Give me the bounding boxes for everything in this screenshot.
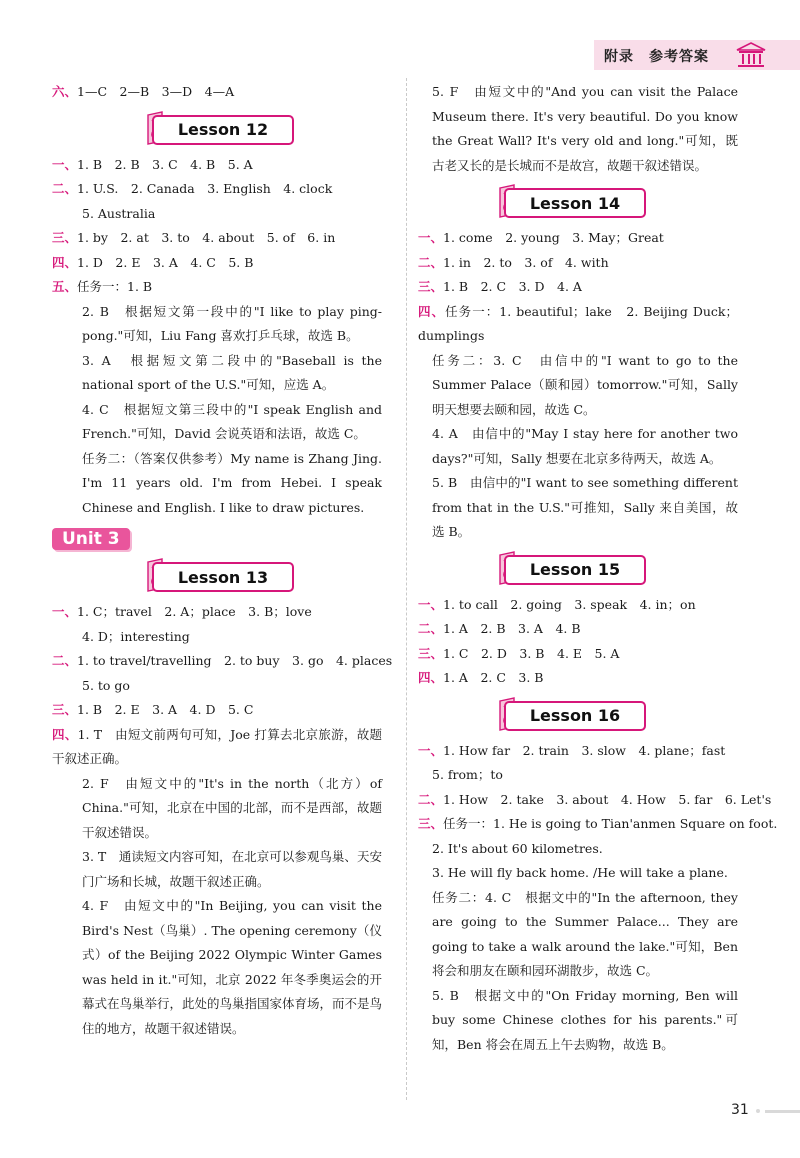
lesson-16-heading xyxy=(418,691,738,739)
answer-line: 一、1. How far 2. train 3. slow 4. plane；fast xyxy=(418,742,726,758)
page-number-dot xyxy=(756,1109,760,1113)
page-number: 31 xyxy=(731,1102,749,1118)
answer-line: 2. It's about 60 kilometres. xyxy=(432,840,603,856)
explanation-paragraph: 四、1. T 由短文前两句可知，Joe 打算去北京旅游，故题干叙述正确。 xyxy=(52,726,382,766)
column-divider xyxy=(406,78,407,1100)
explanation-paragraph: 3. T 通读短文内容可知，在北京可以参观鸟巢、天安门广场和长城，故题干叙述正确。 xyxy=(82,849,382,889)
answer-line: 二、1. How 2. take 3. about 4. How 5. far 6. Let's xyxy=(418,791,772,807)
page-number-rule xyxy=(765,1110,800,1113)
answer-line: 5. to go xyxy=(82,677,130,693)
explanation-paragraph: 4. A 由信中的"May I stay here for another two days?"可知，Sally 想要在北京多待两天，故选 A。 xyxy=(432,426,738,466)
unit-badge: Unit 3 xyxy=(52,528,130,550)
explanation-paragraph: 2. B 根据短文第一段中的"I like to play ping-pong."可知，Liu Fang 喜欢打乒乓球，故选 B。 xyxy=(82,303,382,343)
left-column xyxy=(52,80,393,1041)
explanation-paragraph: 任务二：3. C 由信中的"I want to go to the Summer Palace（颐和园）tomorrow."可知，Sally 明天想要去颐和园，故选 C。 xyxy=(432,352,738,417)
answer-line: 三、1. B 2. E 3. A 4. D 5. C xyxy=(52,702,254,717)
answer-line: 三、1. by 2. at 3. to 4. about 5. of 6. in xyxy=(52,230,336,245)
answer-line: 三、1. B 2. C 3. D 4. A xyxy=(418,279,582,294)
lesson-title: Lesson 12 xyxy=(152,115,294,145)
answer-line: 二、1. U.S. 2. Canada 3. English 4. clock xyxy=(52,181,333,196)
answer-line: 4. D；interesting xyxy=(82,628,190,644)
lesson-title: Lesson 15 xyxy=(504,555,646,585)
lesson-15-heading xyxy=(418,545,738,593)
explanation-paragraph: 2. F 由短文中的"It's in the north（北方）of China."可知，北京在中国的北部，而不是西部，故题干叙述错误。 xyxy=(82,775,382,840)
lesson-14-heading xyxy=(418,178,738,226)
answer-line: 一、1. to call 2. going 3. speak 4. in；on xyxy=(418,596,696,612)
lesson-12-heading xyxy=(52,105,382,153)
classical-building-icon xyxy=(735,41,767,69)
lesson-13-heading xyxy=(52,556,382,600)
explanation-paragraph: 任务二：4. C 根据文中的"In the afternoon, they are going to the Summer Palace... They are going to take a walk around the lake."可知，Ben 将会和朋友在颐和园环湖散步，故选 C。 xyxy=(432,889,738,978)
answer-line: 3. He will fly back home. /He will take a plane. xyxy=(432,865,728,880)
answer-line: 三、1. C 2. D 3. B 4. E 5. A xyxy=(418,645,620,661)
answer-line: 5. Australia xyxy=(82,205,156,221)
explanation-paragraph: 5. B 由信中的"I want to see something different from that in the U.S."可推知，Sally 来自美国，故选 B。 xyxy=(432,475,738,539)
explanation-paragraph: 3. A 根据短文第二段中的"Baseball is the national sport of the U.S."可知，应选 A。 xyxy=(82,352,382,392)
explanation-paragraph: 5. B 根据文中的"On Friday morning, Ben will buy some Chinese clothes for his parents."可知，Ben 将会在周五上午去购物，故选 B。 xyxy=(432,987,738,1052)
answer-line: 一、1. B 2. B 3. C 4. B 5. A xyxy=(52,156,253,172)
answer-line: 二、1. to travel/travelling 2. to buy 3. go 4. places xyxy=(52,653,393,668)
lesson-title: Lesson 14 xyxy=(504,188,646,218)
lesson-title: Lesson 13 xyxy=(152,562,294,592)
answer-line: 一、1. come 2. young 3. May；Great xyxy=(418,230,664,245)
explanation-paragraph: 任务二：（答案仅供参考）My name is Zhang Jing. I'm 11 years old. I'm from Hebei. I speak Chinese and English. I like to draw pictures. xyxy=(82,450,382,515)
answer-line-six: 六、1—C 2—B 3—D 4—A xyxy=(52,84,235,99)
header-title: 附录 参考答案 xyxy=(604,49,709,65)
answer-line: 二、1. A 2. B 3. A 4. B xyxy=(418,621,581,636)
lesson-title: Lesson 16 xyxy=(504,701,646,731)
explanation-paragraph: 4. C 根据短文第三段中的"I speak English and French."可知，David 会说英语和法语，故选 C。 xyxy=(82,401,382,441)
answer-line: 一、1. C；travel 2. A；place 3. B；love xyxy=(52,604,312,619)
answer-line: 5. from；to xyxy=(432,767,503,782)
explanation-paragraph: 四、任务一：1. beautiful；lake 2. Beijing Duck；dumplings xyxy=(418,303,738,343)
explanation-paragraph: 4. F 由短文中的"In Beijing, you can visit the Bird's Nest（鸟巢）. The opening ceremony（仪式）of the Beijing 2022 Olympic Winter Games was held in it."可知，北京 2022 年冬季奥运会的开幕式在鸟巢举行，此处的鸟巢指国家体育场，而不是鸟住的地方，故题干叙述错误。 xyxy=(82,898,383,1036)
answer-line: 四、1. D 2. E 3. A 4. C 5. B xyxy=(52,254,254,270)
right-column xyxy=(418,80,778,1057)
explanation-paragraph: 5. F 由短文中的"And you can visit the Palace Museum there. It's very beautiful. Do you know the Great Wall? It's very old and long."可知，既古老又长的是长城而不是故宫，故题干叙述错误。 xyxy=(432,84,738,173)
answer-line: 五、任务一：1. B xyxy=(52,279,153,294)
answer-line: 二、1. in 2. to 3. of 4. with xyxy=(418,254,609,270)
answer-line: 三、任务一：1. He is going to Tian'anmen Square on foot. xyxy=(418,816,778,831)
answer-line: 四、1. A 2. C 3. B xyxy=(418,670,544,685)
